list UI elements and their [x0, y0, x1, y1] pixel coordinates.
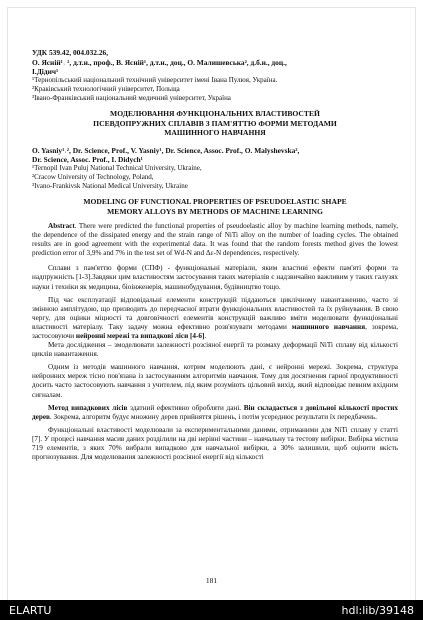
paragraph-2-bold-methods: нейронні мережі та випадкові ліси [4-6] — [75, 332, 205, 340]
authors-ua — [32, 58, 398, 76]
abstract-text: . There were predicted the functional properties of pseudoelastic alloy by machine learning methods, namely, the dependence of the dissipated energy and the strain range of NiTi alloy on the number of loading cycles. The obtained results are in good agreement with the experimental data. It was found that the random forests method gives the lowest prediction error of 3,9% and 7% in the test set of Wd-N and Δε-N dependences, respectively. — [32, 221, 398, 258]
paragraph-2-text-a: Під час експлуатації відповідальні елементи конструкцій піддаються циклічному навантаженню, часто зі змінною амплітудою, що призводить до передчасної втрати функціональних властивостей та їх руйнування. В свою чергу, для оцінки міцності та довговічності елементів конструкцій важливо вміти моделювати функціональні властивості матеріалу. Таку задачу можна ефективно розв'язувати методами — [32, 295, 398, 331]
paragraph-6: Функціональні властивості моделювали за експериментальними даними, отриманими для NiTi сплаву у статті [7]. У процесі навчання масив даних розділили на дві нерівні частини – навчальну та тестову вибірки. Вибірка містила 719 елементів, з яких 70% вибрали випадково для навчальної вибірки, а 30% залишили, щоб оцінити якість прогнозування. Для моделювання залежності розсіяної енергії від кількості — [32, 425, 398, 462]
udc-code: УДК 539.42, 004.032.26, — [32, 48, 109, 57]
affiliation-ua-1: ¹Тернопільський національний технічний університет імені Івана Пулюя, Україна. — [32, 76, 278, 85]
paragraph-5-bold-trees: Він складається з довільної кількості простих дерев — [32, 403, 398, 421]
document-page — [8, 8, 415, 600]
title-en — [32, 197, 398, 216]
paragraph-5 — [32, 404, 398, 422]
page-number: 181 — [205, 576, 218, 585]
authors-en — [32, 146, 398, 164]
paragraph-2 — [32, 296, 398, 341]
title-ua-line-3: МАШИННОГО НАВЧАННЯ — [164, 128, 266, 138]
affiliations-ua — [32, 76, 398, 103]
paragraph-3: Мета дослідження – змоделювати залежності розсіяної енергії та розмаху деформації NiTi сплаву від кількості циклів навантаження. — [32, 341, 398, 359]
paragraph-1: Сплави з пам'яттю форми (СПФ) - функціональні матеріали, яким властиві ефекти пам'яті форми та надпружність [1-3].Завдяки цим властивостям застосування таких матеріалів є надзвичайно важливим у таких галузях науки і техніки як медицина, біоінженерія, машинобудування, будівництво тощо. — [32, 264, 398, 291]
page-content — [32, 48, 398, 462]
title-ua — [32, 109, 398, 137]
affiliation-en-1: ¹Ternopil Ivan Puluj National Technical University, Ukraine, — [32, 163, 202, 172]
affiliation-en-3: ³Ivano-Frankivsk National Medical University, Ukraine — [32, 182, 188, 191]
abstract-label: Abstract — [48, 221, 75, 230]
paragraph-4: Одним із методів машинного навчання, котрим моделюють дані, є нейронні мережі. Зокрема, структура нейронних мереж тісно пов'язана із застосуванням алгоритмів навчання. Тому для досягнення гарної продуктивності досить часто застосовують навчання з учителем, під яким розуміють цільовий вихід, який відповідає певним вхідним сигналам. — [32, 363, 398, 399]
paragraph-2-bold-ml: машинного навчання — [291, 322, 366, 331]
authors-en-line-1: O. Yasniy¹˒², Dr. Science, Prof., V. Yasniy¹, Dr. Science, Assoc. Prof., O. Malyshevska², — [32, 145, 300, 155]
authors-ua-line-1: О. Ясній¹˒ ², д.т.н., проф., В. Ясній¹, д.т.н., доц., О. Малишевська², д.б.н., доц., — [32, 58, 287, 67]
paragraph-2-text-e: . — [204, 332, 207, 340]
affiliation-en-2: ²Cracow University of Technology, Poland, — [32, 172, 154, 181]
title-ua-line-1: МОДЕЛЮВАННЯ ФУНКЦІОНАЛЬНИХ ВЛАСТИВОСТЕЙ — [110, 109, 320, 119]
title-en-line-1: MODELING OF FUNCTIONAL PROPERTIES OF PSEUDOELASTIC SHAPE — [83, 197, 347, 207]
abstract — [32, 222, 398, 258]
title-ua-line-2: ПСЕВДОПРУЖНИХ СПЛАВІВ З ПАМ'ЯТТЮ ФОРМИ МЕТОДАМИ — [93, 118, 337, 128]
paragraph-5-text-d: . Зокрема, алгоритм будує множину дерев прийняття рішень, і потім усереднює результати їх передбачень. — [49, 412, 377, 421]
paragraph-2-text-c: , зокрема, застосовуючи — [32, 322, 398, 340]
footer-repository-label: ELARTU — [9, 603, 52, 617]
footer-bar — [0, 600, 423, 620]
authors-en-line-2: Dr. Science, Assoc. Prof., I. Didych¹ — [32, 154, 143, 164]
footer-handle-id: hdl:lib/39148 — [341, 603, 414, 617]
title-en-line-2: MEMORY ALLOYS BY METHODS OF MACHINE LEARNING — [107, 206, 323, 216]
affiliation-ua-2: ²Краківський технологічний університет, Польща — [32, 85, 180, 94]
affiliation-ua-3: ³Івано-Франківський національний медичний університет, Україна — [32, 94, 231, 103]
authors-ua-line-2: І.Дідич¹ — [32, 67, 59, 77]
affiliations-en — [32, 164, 398, 191]
paragraph-5-bold-rf: Метод випадкових лісів — [48, 403, 128, 412]
paragraph-5-text-b: здатний ефективно обробляти дані. — [127, 403, 244, 412]
